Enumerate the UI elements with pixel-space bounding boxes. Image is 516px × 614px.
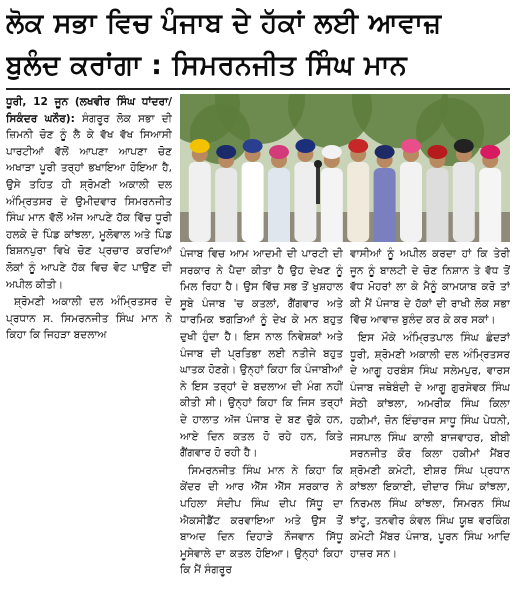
person-turban — [322, 145, 342, 159]
article-paragraph — [6, 94, 172, 293]
person-turban — [375, 145, 395, 159]
headline-divider — [6, 88, 510, 90]
article-paragraph: ਇਸ ਮੌਕੇ ਅੰਮ੍ਰਿਤਪਾਲ ਸਿੰਘ ਛੰਦੜਾਂ ਧੂਰੀ, ਸ਼੍ਰੋਮਣੀ ਅਕਾਲੀ ਦਲ ਅੰਮ੍ਰਿਤਸਰ ਦੇ ਆਗੂ ਹਰਬੰਸ ਸਿੰਘ ਸਲੇਮਪੁਰ, ਵਾਰਸ ਪੰਜਾਬ ਜਥੇਬੰਦੀ ਦੇ ਆਗੂ ਗੁਰਸੇਵਕ ਸਿੰਘ ਸੇਠੀ ਕਾਂਝਲਾ, ਅਮਰੀਕ ਸਿੰਘ ਕਿਲਾ ਹਕੀਮਾਂ, ਜ਼ੋਨ ਇੰਚਾਰਜ ਸਾਧੂ ਸਿੰਘ ਪੇਧਨੀ, ਜਸਪਾਲ ਸਿੰਘ ਕਾਲੀ ਬਾਜਵਾਹਰ, ਬੀਬੀ ਸਰਨਜੀਤ ਕੌਰ ਕਿਲਾ ਹਕੀਮਾਂ ਮੈਂਬਰ ਸ਼੍ਰੋਮਣੀ ਕਮੇਟੀ, ਈਸ਼ਰ ਸਿੰਘ ਪ੍ਰਧਾਨ ਕਾਂਝਲਾ ਇਕਾਈ, ਦੀਦਾਰ ਸਿੰਘ ਕਾਂਝਲਾ, ਨਿਰਮਲ ਸਿੰਘ ਕਾਂਝਲਾ, ਸਿਮਰਨ ਸਿੰਘ ਝਾਂਟੂ, ਤਨਵੀਰ ਕੰਵਲ ਸਿੰਘ ਯੂਥ ਵਰਕਿੰਗ ਕਮੇਟੀ ਮੈਂਬਰ ਪੰਜਾਬ, ਪੂਰਨ ਸਿੰਘ ਆਦਿ ਹਾਜ਼ਰ ਸਨ। — [350, 331, 510, 560]
person-turban — [348, 139, 368, 153]
article-column-1 — [6, 94, 172, 610]
person-body — [347, 162, 369, 242]
person-turban — [454, 139, 474, 153]
news-photo — [180, 94, 510, 242]
person-body — [453, 162, 475, 242]
article-column-2 — [180, 246, 343, 610]
person-turban — [190, 139, 210, 153]
paragraph-text: ਸੰਗਰੂਰ ਲੋਕ ਸਭਾ ਦੀ ਜ਼ਿਮਨੀ ਚੋਣ ਨੂੰ ਲੈ ਕੇ ਵੱਖ ਵੱਖ ਸਿਆਸੀ ਪਾਰਟੀਆਂ ਵੱਲੋਂ ਆਪਣਾ ਆਪਣਾ ਚੋਣ ਅਖਾੜਾ ਪੂਰੀ ਤਰ੍ਹਾਂ ਭਖਾਇਆ ਹੋਇਆ ਹੈ, ਉਸੇ ਤਹਿਤ ਹੀ ਸ਼੍ਰੋਮਣੀ ਅਕਾਲੀ ਦਲ ਅੰਮ੍ਰਿਤਸਰ ਦੇ ਉਮੀਦਵਾਰ ਸਿਮਰਨਜੀਤ ਸਿੰਘ ਮਾਨ ਵੱਲੋਂ ਅੱਜ ਆਪਣੇ ਹੱਕ ਵਿੱਚ ਧੂਰੀ ਹਲਕੇ ਦੇ ਪਿੰਡ ਕਾਂਝਲਾ, ਮੂਲੋਵਾਲ ਅਤੇ ਪਿੰਡ ਬਿਸ਼ਨਪੁਰਾ ਵਿਖੇ ਚੋਣ ਪ੍ਰਚਾਰ ਕਰਦਿਆਂ ਲੋਕਾਂ ਨੂੰ ਆਪਣੇ ਹੱਕ ਵਿਚ ਵੋਟ ਪਾਉਣ ਦੀ ਅਪੀਲ ਕੀਤੀ। — [6, 112, 172, 291]
person-turban — [216, 145, 236, 159]
person-turban — [295, 139, 315, 153]
headline-line-1: ਲੋਕ ਸਭਾ ਵਿਚ ਪੰਜਾਬ ਦੇ ਹੱਕਾਂ ਲਈ ਆਵਾਜ਼ — [6, 8, 442, 39]
article-paragraph: ਪੰਜਾਬ ਵਿਚ ਆਮ ਆਦਮੀ ਦੀ ਪਾਰਟੀ ਦੀ ਸਰਕਾਰ ਨੇ ਪੈਦਾ ਕੀਤਾ ਹੈ ਉਹ ਦੇਖਣ ਨੂੰ ਮਿਲ ਰਿਹਾ ਹੈ। ਉਸ ਵਿੱਚ ਸਭ ਤੋਂ ਖੁਸ਼ਹਾਲ ਸੂਬੇ ਪੰਜਾਬ 'ਚ ਕਤਲਾਂ, ਗੈਂਗਵਾਰ ਅਤੇ ਧਾਰਮਿਕ ਝਗੜਿਆਂ ਨੂੰ ਦੇਖ ਕੇ ਮਨ ਬਹੁਤ ਦੁਖੀ ਹੁੰਦਾ ਹੈ। ਇਸ ਨਾਲ ਨਿਵੇਸ਼ਕਾਂ ਅਤੇ ਪੰਜਾਬ ਦੀ ਪ੍ਰਤਿਭਾ ਲਈ ਨਤੀਜੇ ਬਹੁਤ ਘਾਤਕ ਹੋਣਗੇ। ਉਨ੍ਹਾਂ ਕਿਹਾ ਕਿ ਪੰਜਾਬੀਆਂ ਨੇ ਇਸ ਤਰ੍ਹਾਂ ਦੇ ਬਦਲਾਅ ਦੀ ਮੰਗ ਨਹੀਂ ਕੀਤੀ ਸੀ। ਉਨ੍ਹਾਂ ਕਿਹਾ ਕਿ ਜਿਸ ਤਰ੍ਹਾਂ ਦੇ ਹਾਲਾਤ ਅੱਜ ਪੰਜਾਬ ਦੇ ਬਣ ਚੁੱਕੇ ਹਨ, ਆਏ ਦਿਨ ਕਤਲ ਹੋ ਰਹੇ ਹਨ, ਕਿਤੇ ਗੈਂਗਵਾਰ ਹੋ ਰਹੀ ਹੈ। — [180, 248, 343, 460]
person-turban — [427, 145, 447, 159]
article-column-3 — [350, 246, 510, 610]
person-body — [242, 162, 264, 242]
person-body — [215, 168, 237, 242]
person-turban — [480, 145, 500, 159]
microphone-stand — [316, 164, 320, 204]
person-body — [294, 162, 316, 242]
article-paragraph: ਵਾਸੀਆਂ ਨੂੰ ਅਪੀਲ ਕਰਦਾ ਹਾਂ ਕਿ ਤੇਰੀ ਜੂਨ ਨੂੰ ਬਾਲਟੀ ਦੇ ਚੋਣ ਨਿਸ਼ਾਨ ਤੇ ਵੱਧ ਤੋਂ ਵੱਧ ਮੋਹਰਾਂ ਲਾ ਕੇ ਮੈਨੂੰ ਕਾਮਯਾਬ ਕਰੋ ਤਾਂ ਕੀ ਮੈਂ ਪੰਜਾਬ ਦੇ ਹੱਕਾਂ ਦੀ ਰਾਖੀ ਲੋਕ ਸਭਾ ਵਿੱਚ ਆਵਾਜ਼ ਬੁਲੰਦ ਕਰ ਕੇ ਕਰ ਸਕਾਂ। — [350, 248, 510, 327]
person-body — [479, 168, 501, 242]
dateline: ਧੂਰੀ, 12 ਜੂਨ (ਲਖਵੀਰ ਸਿੰਘ ਧਾਂਦਰਾ/ਸਿਕੰਦਰ ਘਨੌਰ): — [6, 96, 172, 125]
article-paragraph: ਸ਼੍ਰੋਮਣੀ ਅਕਾਲੀ ਦਲ ਅੰਮ੍ਰਿਤਸਰ ਦੇ ਪ੍ਰਧਾਨ ਸ. ਸਿਮਰਨਜੀਤ ਸਿੰਘ ਮਾਨ ਨੇ ਕਿਹਾ ਕਿ ਜਿਹੜਾ ਬਦਲਾਅ — [6, 296, 172, 342]
person-body — [321, 168, 343, 242]
person-body — [426, 168, 448, 242]
person-body — [189, 162, 211, 242]
tree-foliage — [416, 98, 484, 166]
microphone-icon — [314, 160, 322, 168]
person-body — [374, 168, 396, 242]
person-body — [268, 168, 290, 242]
article-paragraph: ਸਿਮਰਨਜੀਤ ਸਿੰਘ ਮਾਨ ਨੇ ਕਿਹਾ ਕਿ ਕੇਂਦਰ ਦੀ ਆਰ ਐੱਸ ਐੱਸ ਸਰਕਾਰ ਨੇ ਪਹਿਲਾ ਸੰਦੀਪ ਸਿੰਘ ਦੀਪ ਸਿੱਧੂ ਦਾ ਐਕਸੀਡੈਂਟ ਕਰਵਾਇਆ ਅਤੇ ਉਸ ਤੋਂ ਬਾਅਦ ਦਿਨ ਦਿਹਾੜੇ ਨੌਜਵਾਨ ਸਿੱਧੂ ਮੂਸੇਵਾਲੇ ਦਾ ਕਤਲ ਹੋਇਆ। ਉਨ੍ਹਾਂ ਕਿਹਾ ਕਿ ਮੈਂ ਸੰਗਰੂਰ — [180, 464, 343, 577]
person-turban — [243, 139, 263, 153]
news-photo-illustration — [180, 94, 510, 242]
person-turban — [269, 145, 289, 159]
person-body — [400, 162, 422, 242]
person-turban — [401, 139, 421, 153]
headline-line-2: ਬੁਲੰਦ ਕਰਾਂਗਾ : ਸਿਮਰਨਜੀਤ ਸਿੰਘ ਮਾਨ — [6, 50, 408, 81]
